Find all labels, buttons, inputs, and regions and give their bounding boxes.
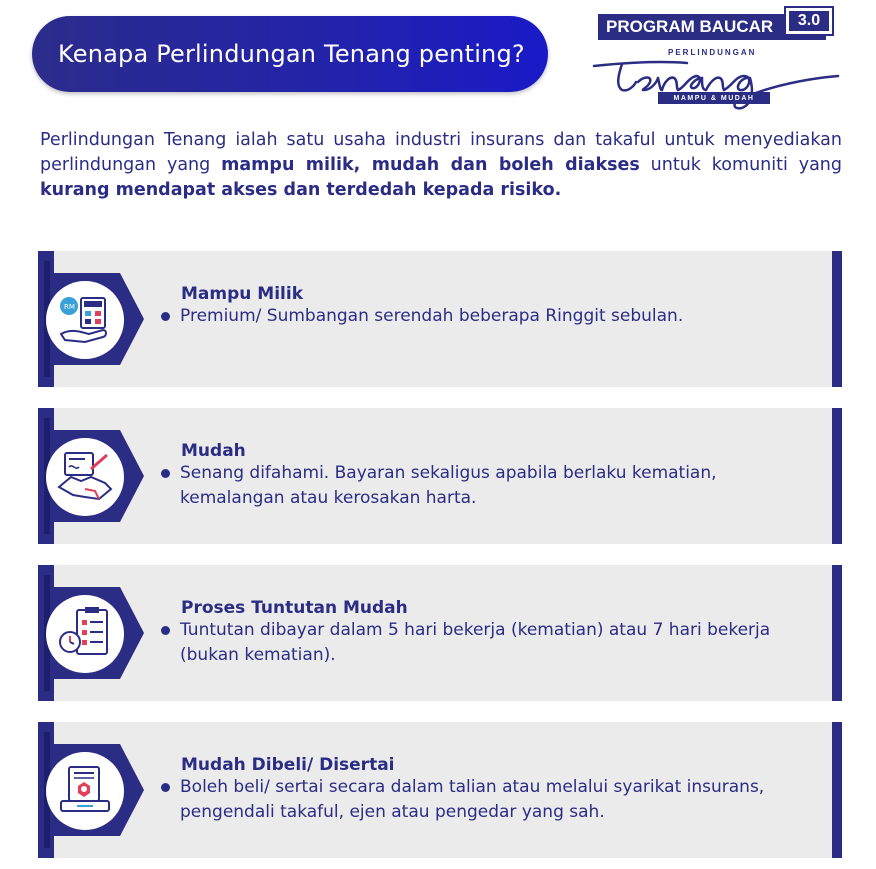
card-text: Senang difahami. Bayaran sekaligus apabila berlaku kematian, kemalangan atau kerosakan harta. (180, 463, 717, 508)
handshake-contract-icon (46, 438, 124, 516)
card-heading: Proses Tuntutan Mudah (181, 598, 408, 618)
svg-text:RM: RM (64, 303, 75, 311)
card-text: Boleh beli/ sertai secara dalam talian atau melalui syarikat insurans, pengendali takaful, ejen atau pengedar yang sah. (180, 777, 765, 822)
program-logo (592, 6, 842, 111)
calculator-money-icon (46, 281, 124, 359)
logo-small-label: PERLINDUNGAN (668, 48, 757, 57)
card-heading: Mudah (181, 441, 246, 461)
bullet-dot (161, 312, 170, 321)
bullet-dot (161, 469, 170, 478)
logo-tagline: MAMPU & MUDAH (658, 92, 770, 104)
benefit-card-mampu-milik (38, 251, 842, 387)
benefit-card-mudah-dibeli (38, 722, 842, 858)
benefit-card-proses-tuntutan (38, 565, 842, 701)
clipboard-stopwatch-icon (46, 595, 124, 673)
page-title: Kenapa Perlindungan Tenang penting? (32, 16, 548, 92)
bullet-dot (161, 626, 170, 635)
card-bullet (161, 461, 801, 511)
card-bullet (161, 775, 801, 825)
card-heading: Mampu Milik (181, 284, 303, 304)
bullet-dot (161, 783, 170, 792)
benefit-card-mudah (38, 408, 842, 544)
card-text: Premium/ Sumbangan serendah beberapa Ringgit sebulan. (180, 306, 684, 326)
card-bullet (161, 618, 801, 668)
program-label: PROGRAM BAUCAR (598, 14, 826, 40)
card-bullet (161, 304, 801, 329)
card-heading: Mudah Dibeli/ Disertai (181, 755, 395, 775)
version-badge: 3.0 (786, 8, 832, 34)
card-text: Tuntutan dibayar dalam 5 hari bekerja (kematian) atau 7 hari bekerja (bukan kematian). (180, 620, 771, 665)
intro-paragraph: Perlindungan Tenang ialah satu usaha industri insurans dan takaful untuk menyediakan perlindungan yang mampu milik, mudah dan boleh diakses untuk komuniti yang kurang mendapat akses dan terdedah kepada risiko. (40, 130, 842, 200)
laptop-document-icon (46, 752, 124, 830)
